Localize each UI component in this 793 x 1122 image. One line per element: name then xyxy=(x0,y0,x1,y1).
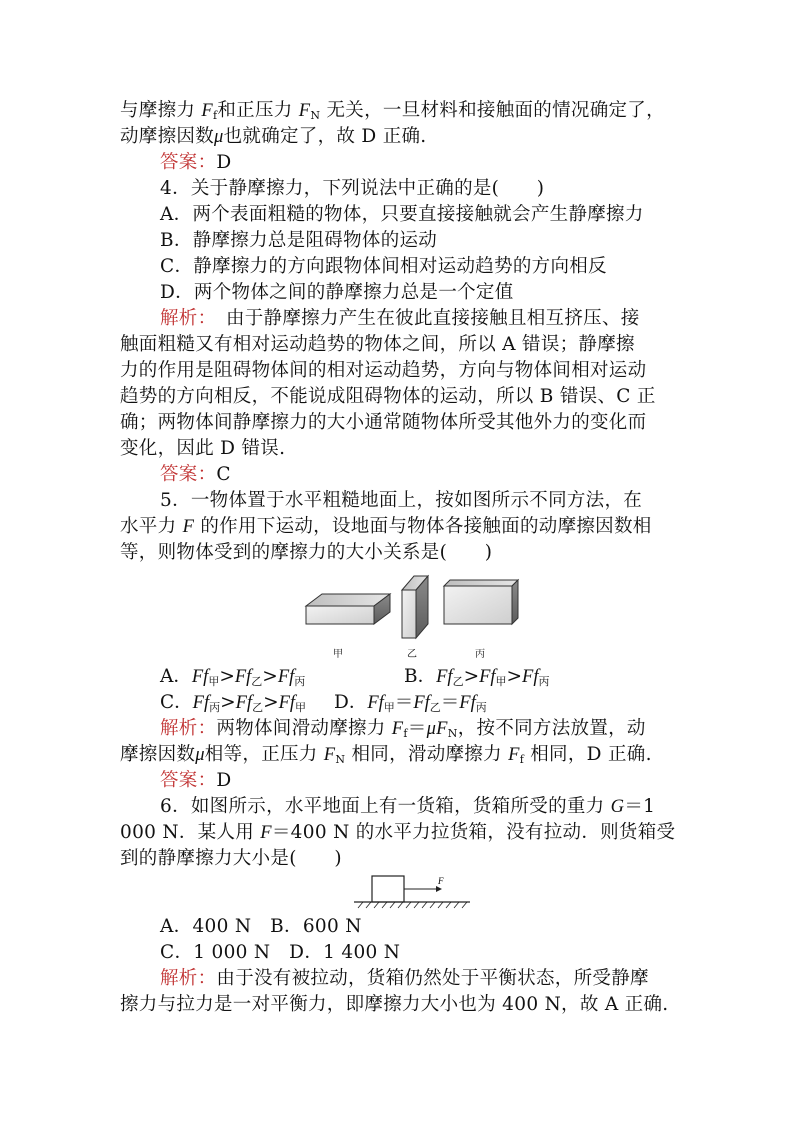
question-4-option-d: D．两个物体之间的静摩擦力总是一个定值 xyxy=(160,282,514,303)
force-label: F xyxy=(438,876,444,886)
question-5-option-d: D．$Ff_甲=Ff_乙=Ff_丙$ xyxy=(334,692,487,714)
question-5-option-a: A．$Ff_甲>Ff_乙>Ff_丙$ xyxy=(160,666,306,688)
explanation-line: 变化，因此 D 错误. xyxy=(120,438,286,459)
block-yi xyxy=(402,576,428,638)
explanation-line: 力的作用是阻碍物体间的相对运动趋势，方向与物体间相对运动 xyxy=(120,360,647,381)
explanation-line: 趋势的方向相反，不能说成阻碍物体的运动，所以 B 错误、C 正 xyxy=(120,386,656,407)
force-arrow xyxy=(404,886,442,892)
answer-label: 答案： xyxy=(160,464,217,485)
crate-force-figure xyxy=(350,872,474,912)
explanation-line: 确；两物体间静摩擦力的大小通常随物体所受其他外力的变化而 xyxy=(120,412,647,433)
answer-line: 答案：C xyxy=(160,464,231,485)
question-5-stem: 5．一物体置于水平粗糙地面上，按如图所示不同方法，在 xyxy=(160,490,643,511)
explanation-line: 解析：由于没有被拉动，货箱仍然处于平衡状态，所受静摩 xyxy=(160,968,649,989)
question-4-stem: 4．关于静摩擦力，下列说法中正确的是( ) xyxy=(160,178,545,199)
block-bing xyxy=(444,580,518,624)
block-jia xyxy=(306,594,390,624)
answer-line: 答案：D xyxy=(160,152,232,173)
ground xyxy=(354,902,470,908)
explanation-line: 擦力与拉力是一对平衡力，即摩擦力大小也为 400 N，故 A 正确. xyxy=(120,994,669,1015)
answer-line: 答案：D xyxy=(160,770,232,791)
explanation-label: 解析： xyxy=(160,968,217,989)
question-4-option-b: B．静摩擦力总是阻碍物体的运动 xyxy=(160,230,438,251)
question-5-option-c: C．$Ff_丙>Ff_乙>Ff_甲$ xyxy=(160,692,307,714)
explanation-line: 解析：两物体间滑动摩擦力 $F_f=\mu F_N$，按不同方法放置，动 xyxy=(160,718,646,740)
question-6-stem: 到的静摩擦力大小是( ) xyxy=(120,848,342,869)
question-4-option-a: A．两个表面粗糙的物体，只要直接接触就会产生静摩擦力 xyxy=(160,204,644,225)
answer-label: 答案： xyxy=(160,152,217,173)
crate xyxy=(372,876,404,902)
question-5-option-b: B．$Ff_乙>Ff_甲>Ff_丙$ xyxy=(404,666,550,688)
explanation-label: 解析： xyxy=(160,308,208,329)
question-6-options: A．400 N B．600 N xyxy=(160,916,362,937)
caption-yi: 乙 xyxy=(407,649,417,660)
question-6-stem: 6．如图所示，水平地面上有一货箱，货箱所受的重力 G＝1 xyxy=(160,796,656,817)
question-5-stem: 等，则物体受到的摩擦力的大小关系是( ) xyxy=(120,542,493,563)
text-line: 动摩擦因数μ也就确定了，故 D 正确. xyxy=(120,126,427,147)
text-line: 与摩擦力 $F_f$和正压力 $F_N$ 无关，一旦材料和接触面的情况确定了， xyxy=(120,100,665,122)
answer-label: 答案： xyxy=(160,770,217,791)
question-6-options: C．1 000 N D．1 400 N xyxy=(160,942,401,963)
block-placement-figure xyxy=(300,568,530,644)
question-6-stem: 000 N．某人用 F＝400 N 的水平力拉货箱，没有拉动．则货箱受 xyxy=(120,822,676,843)
explanation-label: 解析： xyxy=(160,718,217,739)
question-4-option-c: C．静摩擦力的方向跟物体间相对运动趋势的方向相反 xyxy=(160,256,607,277)
explanation-line: 触面粗糙又有相对运动趋势的物体之间，所以 A 错误；静摩擦 xyxy=(120,334,635,355)
explanation-line: 摩擦因数μ相等，正压力 $F_N$ 相同，滑动摩擦力 $F_f$ 相同，D 正确. xyxy=(120,744,652,766)
caption-bing: 丙 xyxy=(475,649,485,660)
question-5-stem: 水平力 F 的作用下运动，设地面与物体各接触面的动摩擦因数相 xyxy=(120,516,652,537)
explanation-line: 解析： 由于静摩擦力产生在彼此直接接触且相互挤压、接 xyxy=(160,308,640,329)
caption-jia: 甲 xyxy=(333,649,343,660)
